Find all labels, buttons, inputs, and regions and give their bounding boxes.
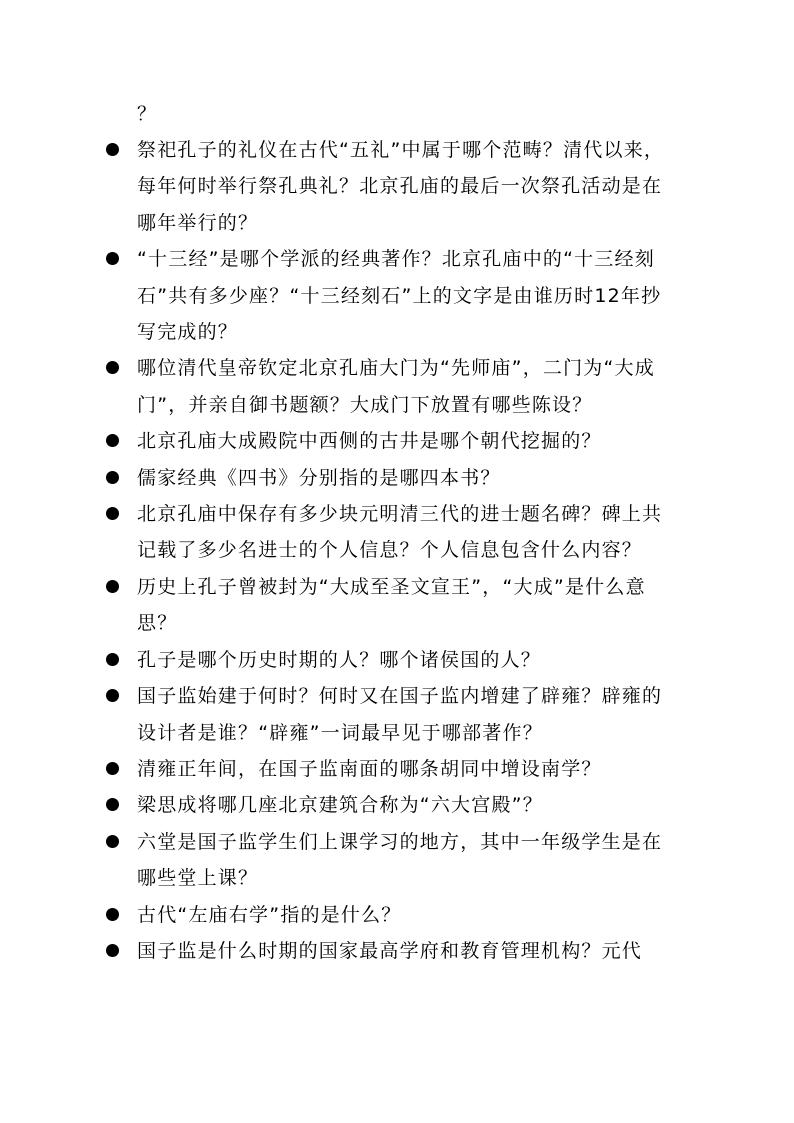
list-item [104,824,674,897]
bullet-icon [106,434,119,447]
bullet-icon [106,689,119,702]
question-text: 清雍正年间，在国子监南面的哪条胡同中增设南学？ [137,757,602,780]
list-item [104,933,674,969]
question-text: 孔子是哪个历史时期的人？哪个诸侯国的人？ [137,648,542,671]
list-item [104,897,674,933]
question-text: 国子监始建于何时？何时又在国子监内增建了辟雍？辟雍的设计者是谁？“辟雍”一词最早见于哪部著作？ [137,685,663,744]
bullet-icon [106,762,119,775]
bullet-icon [106,908,119,921]
bullet-icon [106,835,119,848]
question-text: 北京孔庙大成殿院中西侧的古井是哪个朝代挖掘的？ [137,430,602,453]
bullet-icon [106,798,119,811]
question-text: 儒家经典《四书》分别指的是哪四本书？ [137,466,501,489]
list-item [104,423,674,459]
bullet-icon [106,361,119,374]
bullet-icon [106,143,119,156]
question-text: 国子监是什么时期的国家最高学府和教育管理机构？元代 [137,939,643,962]
leading-question-mark: ？ [137,103,158,125]
bullet-icon [106,507,119,520]
question-text: 古代“左庙右学”指的是什么？ [137,903,402,926]
list-item [104,642,674,678]
question-text: 六堂是国子监学生们上课学习的地方，其中一年级学生是在哪些堂上课？ [137,830,663,890]
question-text: “十三经”是哪个学派的经典著作？北京孔庙中的“十三经刻石”共有多少座？“十三经刻石”上的文字是由谁历时12年抄写完成的？ [137,248,662,344]
list-item [104,751,674,787]
bullet-icon [106,580,119,593]
list-item [104,132,674,241]
bullet-icon [106,471,119,484]
bullet-icon [106,653,119,666]
bullet-icon [106,252,119,265]
question-text: 哪位清代皇帝钦定北京孔庙大门为“先师庙”，二门为“大成门”，并亲自御书题额？大成门下放置有哪些陈设？ [137,357,655,416]
question-list [104,132,674,969]
list-item [104,241,674,350]
bullet-icon [106,944,119,957]
list-item [104,569,674,642]
list-item [104,678,674,751]
question-text: 北京孔庙中保存有多少块元明清三代的进士题名碑？碑上共记载了多少名进士的个人信息？个人信息包含什么内容？ [137,503,663,562]
list-item [104,350,674,423]
list-item [104,460,674,496]
question-text: 历史上孔子曾被封为“大成至圣文宣王”，“大成”是什么意思？ [137,575,646,635]
question-text: 祭祀孔子的礼仪在古代“五礼”中属于哪个范畴？清代以来，每年何时举行祭孔典礼？北京孔庙的最后一次祭孔活动是在哪年举行的？ [137,139,665,234]
list-item [104,496,674,569]
list-item [104,787,674,823]
question-text: 梁思成将哪几座北京建筑合称为“六大宫殿”？ [137,794,543,817]
